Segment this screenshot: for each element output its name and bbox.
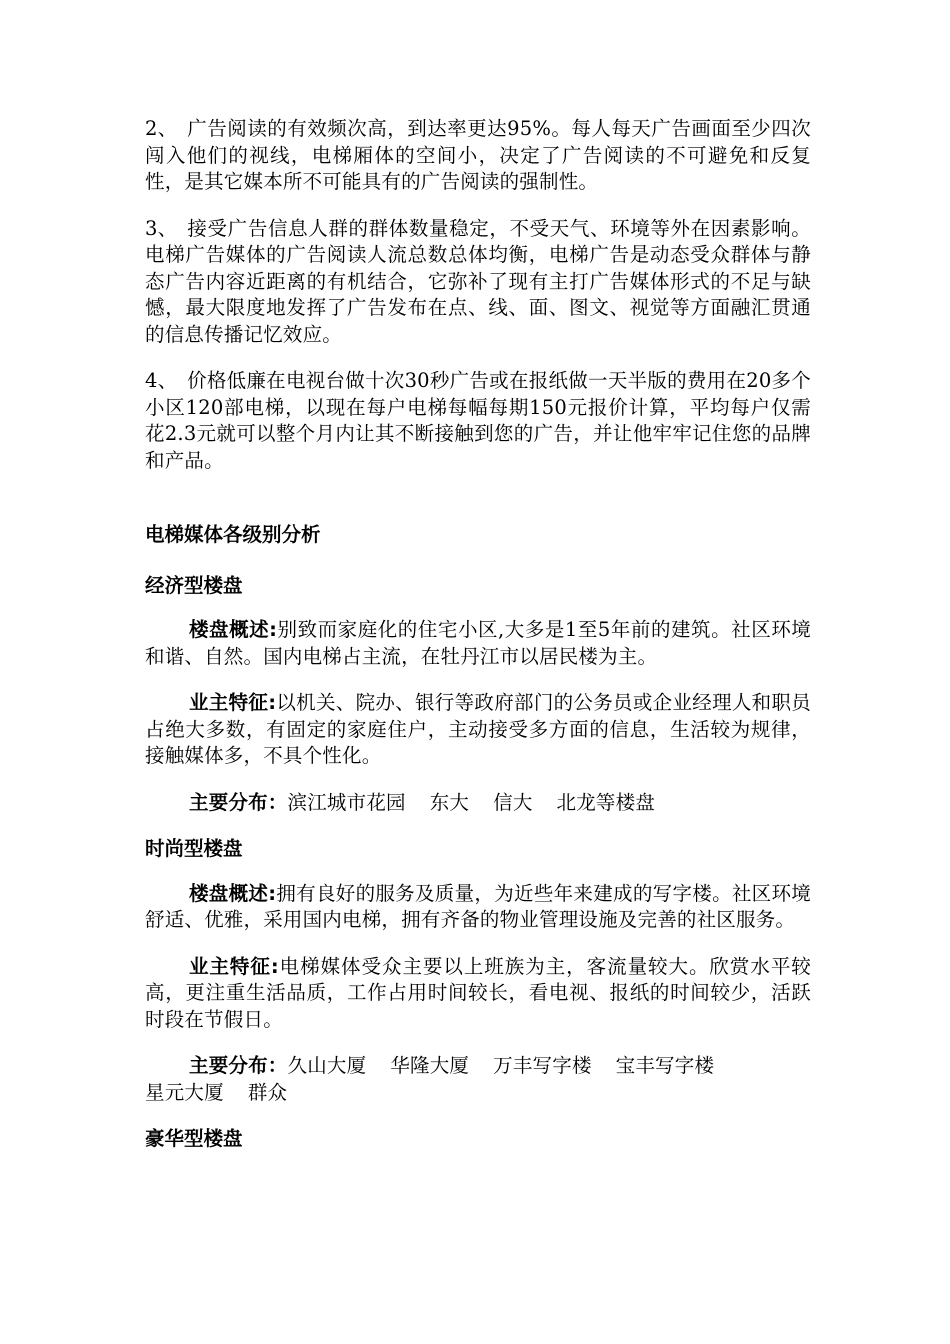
overview-text: 拥有良好的服务及质量，为近些年来建成的写字楼。社区环境舒适、优雅，采用国内电梯，拥有齐备的物业管理设施及完善的社区服务。 (145, 881, 811, 931)
economy-title: 经济型楼盘 (145, 573, 243, 597)
item-number: 3、 (145, 216, 178, 240)
distribution-item: 久山大厦 (287, 1054, 367, 1077)
distribution-item: 滨江城市花园 (287, 790, 406, 814)
overview-label: 楼盘概述: (189, 618, 278, 641)
luxury-title: 豪华型楼盘 (145, 1127, 243, 1150)
economy-overview (145, 617, 811, 670)
distribution-item: 群众 (247, 1080, 288, 1104)
section-title: 电梯媒体各级别分析 (145, 523, 321, 546)
distribution-item: 宝丰写字楼 (615, 1054, 715, 1077)
item-number: 4、 (145, 369, 178, 392)
distribution-item: 华隆大厦 (390, 1054, 470, 1077)
distribution-label: 主要分布： (189, 790, 288, 814)
fashion-title: 时尚型楼盘 (145, 837, 243, 860)
owner-label: 业主特征: (189, 691, 277, 714)
overview-label: 楼盘概述: (189, 881, 277, 905)
document-page (145, 116, 811, 1171)
fashion-distribution (145, 1053, 811, 1106)
distribution-item: 星元大厦 (145, 1080, 224, 1104)
fashion-owner (145, 954, 811, 1034)
owner-text: 电梯媒体受众主要以上班族为主，客流量较大。欣赏水平较高，更注重生活品质，工作占用时间较长，看电视、报纸的时间较少，活跃时段在节假日。 (145, 954, 811, 1031)
distribution-item: 信大 (493, 790, 533, 814)
overview-text: 别致而家庭化的住宅小区,大多是1至5年前的建筑。社区环境和谐、自然。国内电梯占主流，在牡丹江市以居民楼为主。 (145, 618, 811, 668)
distribution-item: 北龙等楼盘 (556, 790, 656, 814)
economy-distribution (145, 790, 811, 817)
list-item-3 (145, 216, 811, 349)
fashion-overview (145, 881, 811, 934)
economy-owner (145, 690, 811, 770)
list-item-2 (145, 116, 811, 196)
item-number: 2、 (145, 117, 178, 140)
item-text: 价格低廉在电视台做十次30秒广告或在报纸做一天半版的费用在20多个小区120部电梯，以现在每户电梯每幅每期150元报价计算，平均每户仅需花2.3元就可以整个月内让其不断接触到您的广告，并让他牢牢记住您的品牌和产品。 (145, 369, 811, 472)
list-item-4 (145, 368, 811, 474)
owner-text: 以机关、院办、银行等政府部门的公务员或企业经理人和职员占绝大多数，有固定的家庭住户，主动接受多方面的信息，生活较为规律，接触媒体多，不具个性化。 (145, 691, 811, 767)
item-text: 广告阅读的有效频次高，到达率更达95%。每人每天广告画面至少四次闯入他们的视线，电梯厢体的空间小，决定了广告阅读的不可避免和反复性，是其它媒本所不可能具有的广告阅读的强制性。 (145, 117, 811, 193)
owner-label: 业主特征: (189, 954, 279, 978)
distribution-item: 东大 (429, 790, 470, 814)
item-text: 接受广告信息人群的群体数量稳定，不受天气、环境等外在因素影响。电梯广告媒体的广告阅读人流总数总体均衡，电梯广告是动态受众群体与静态广告内容近距离的有机结合，它弥补了现有主打广告媒体形式的不足与缺憾，最大限度地发挥了广告发布在点、线、面、图文、视觉等方面融汇贯通的信息传播记忆效应。 (145, 216, 811, 346)
distribution-label: 主要分布： (189, 1054, 288, 1077)
distribution-item: 万丰写字楼 (493, 1054, 592, 1077)
